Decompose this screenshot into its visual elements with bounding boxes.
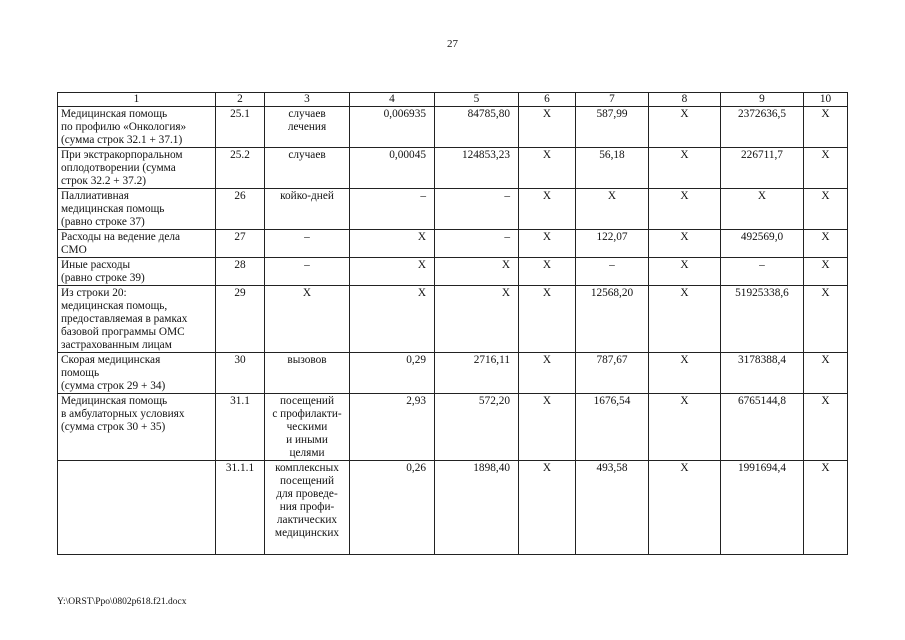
row-name-cell <box>58 148 216 189</box>
per-capita-cell: 1676,54 <box>576 394 649 461</box>
cell-line: с профилакти- <box>272 408 342 420</box>
cost-cell: 84785,80 <box>435 107 519 148</box>
cell-line: целями <box>289 447 325 459</box>
total-cell: 51925338,6 <box>721 286 804 353</box>
cell-line: и иными <box>286 434 328 446</box>
row-name-cell <box>58 107 216 148</box>
row-number-cell: 31.1.1 <box>216 461 265 555</box>
volume-cell: 2,93 <box>350 394 435 461</box>
cell-line: случаев <box>288 149 326 161</box>
unit-cell <box>265 394 350 461</box>
cell-line: Медицинская помощь <box>61 108 168 120</box>
volume-cell: 0,26 <box>350 461 435 555</box>
header-cell: 4 <box>350 93 435 107</box>
cell-line: (равно строке 39) <box>61 272 145 284</box>
col8-cell: Х <box>649 394 721 461</box>
total-cell: 3178388,4 <box>721 353 804 394</box>
cell-line: лечения <box>287 121 327 133</box>
col6-cell: Х <box>519 107 576 148</box>
table-row <box>58 107 848 148</box>
volume-cell: 0,29 <box>350 353 435 394</box>
cell-line: застрахованным лицам <box>61 339 172 351</box>
cell-line: помощь <box>61 367 100 379</box>
per-capita-cell: Х <box>576 189 649 230</box>
cell-line: ческими <box>286 421 328 433</box>
cell-line: строк 32.2 + 37.2) <box>61 175 147 187</box>
row-number-cell: 30 <box>216 353 265 394</box>
col10-cell: Х <box>804 286 848 353</box>
per-capita-cell: 12568,20 <box>576 286 649 353</box>
row-name-cell <box>58 230 216 258</box>
cost-cell: 572,20 <box>435 394 519 461</box>
volume-cell: Х <box>350 258 435 286</box>
cost-cell: Х <box>435 286 519 353</box>
total-cell: 1991694,4 <box>721 461 804 555</box>
cell-line: случаев <box>288 108 326 120</box>
col8-cell: Х <box>649 461 721 555</box>
volume-cell: Х <box>350 286 435 353</box>
cell-line: (сумма строк 32.1 + 37.1) <box>61 134 183 146</box>
row-name-cell <box>58 394 216 461</box>
col6-cell: Х <box>519 353 576 394</box>
row-name-cell <box>58 286 216 353</box>
col10-cell: Х <box>804 230 848 258</box>
cell-line: вызовов <box>287 354 327 366</box>
per-capita-cell: – <box>576 258 649 286</box>
table-row <box>58 189 848 230</box>
unit-cell <box>265 258 350 286</box>
row-name-cell <box>58 258 216 286</box>
row-name-cell <box>58 353 216 394</box>
cell-line: Медицинская помощь <box>61 395 168 407</box>
cell-line: Паллиативная <box>61 190 129 202</box>
col10-cell: Х <box>804 461 848 555</box>
cell-line: СМО <box>61 244 87 256</box>
col8-cell: Х <box>649 107 721 148</box>
cost-cell: 1898,40 <box>435 461 519 555</box>
cell-line: оплодотворении (сумма <box>61 162 176 174</box>
cell-line: Из строки 20: <box>61 287 127 299</box>
cell-line: посещений <box>280 475 334 487</box>
cell-line: в амбулаторных условиях <box>61 408 185 420</box>
row-number-cell: 26 <box>216 189 265 230</box>
cell-line: предоставляемая в рамках <box>61 313 188 325</box>
cell-line: для проведе- <box>276 488 338 500</box>
header-cell: 5 <box>435 93 519 107</box>
col8-cell: Х <box>649 148 721 189</box>
cell-line: Скорая медицинская <box>61 354 161 366</box>
volume-cell: Х <box>350 230 435 258</box>
table-header-row <box>58 93 848 107</box>
cell-line: комплексных <box>275 462 339 474</box>
total-cell: 2372636,5 <box>721 107 804 148</box>
cost-cell: Х <box>435 258 519 286</box>
financing-table <box>57 92 848 555</box>
cell-line: – <box>304 259 310 271</box>
cost-cell: – <box>435 230 519 258</box>
row-number-cell: 28 <box>216 258 265 286</box>
volume-cell: 0,006935 <box>350 107 435 148</box>
unit-cell <box>265 286 350 353</box>
total-cell: 492569,0 <box>721 230 804 258</box>
col10-cell: Х <box>804 189 848 230</box>
per-capita-cell: 787,67 <box>576 353 649 394</box>
row-number-cell: 25.1 <box>216 107 265 148</box>
cost-cell: – <box>435 189 519 230</box>
table-row <box>58 148 848 189</box>
col8-cell: Х <box>649 353 721 394</box>
unit-cell <box>265 353 350 394</box>
table-row <box>58 258 848 286</box>
per-capita-cell: 56,18 <box>576 148 649 189</box>
row-number-cell: 31.1 <box>216 394 265 461</box>
cell-line: (равно строке 37) <box>61 216 145 228</box>
cell-line: медицинских <box>274 527 340 539</box>
col10-cell: Х <box>804 107 848 148</box>
file-path-footer: Y:\ORST\Ppo\0802p618.f21.docx <box>57 597 187 607</box>
table-row <box>58 286 848 353</box>
page-number: 27 <box>447 38 458 50</box>
header-cell: 8 <box>649 93 721 107</box>
per-capita-cell: 587,99 <box>576 107 649 148</box>
row-name-cell <box>58 461 216 555</box>
col8-cell: Х <box>649 258 721 286</box>
col6-cell: Х <box>519 461 576 555</box>
cell-line: (сумма строк 29 + 34) <box>61 380 166 392</box>
col10-cell: Х <box>804 394 848 461</box>
col8-cell: Х <box>649 286 721 353</box>
unit-cell <box>265 107 350 148</box>
table-row <box>58 394 848 461</box>
cell-line: ния профи- <box>279 501 335 513</box>
header-cell: 6 <box>519 93 576 107</box>
cell-line: – <box>304 231 310 243</box>
col10-cell: Х <box>804 258 848 286</box>
unit-cell <box>265 189 350 230</box>
row-number-cell: 27 <box>216 230 265 258</box>
col6-cell: Х <box>519 230 576 258</box>
row-number-cell: 25.2 <box>216 148 265 189</box>
header-cell: 9 <box>721 93 804 107</box>
table-row <box>58 461 848 555</box>
per-capita-cell: 493,58 <box>576 461 649 555</box>
cell-line: медицинская помощь, <box>61 300 168 312</box>
total-cell: 226711,7 <box>721 148 804 189</box>
col10-cell: Х <box>804 148 848 189</box>
cell-line: При экстракорпоральном <box>61 149 183 161</box>
cell-line: лактических <box>276 514 338 526</box>
cell-line: посещений <box>280 395 334 407</box>
header-cell: 2 <box>216 93 265 107</box>
cell-line: Х <box>302 287 312 299</box>
header-cell: 3 <box>265 93 350 107</box>
header-cell: 10 <box>804 93 848 107</box>
header-cell: 1 <box>58 93 216 107</box>
per-capita-cell: 122,07 <box>576 230 649 258</box>
volume-cell: 0,00045 <box>350 148 435 189</box>
cell-line: койко-дней <box>280 190 334 202</box>
col6-cell: Х <box>519 286 576 353</box>
row-name-cell <box>58 189 216 230</box>
cell-line: по профилю «Онкология» <box>61 121 187 133</box>
cell-line: базовой программы ОМС <box>61 326 185 338</box>
cost-cell: 124853,23 <box>435 148 519 189</box>
col6-cell: Х <box>519 189 576 230</box>
col10-cell: Х <box>804 353 848 394</box>
total-cell: – <box>721 258 804 286</box>
cell-line: медицинская помощь <box>61 203 165 215</box>
table-row <box>58 230 848 258</box>
col6-cell: Х <box>519 394 576 461</box>
col6-cell: Х <box>519 258 576 286</box>
col8-cell: Х <box>649 189 721 230</box>
unit-cell <box>265 230 350 258</box>
volume-cell: – <box>350 189 435 230</box>
total-cell: 6765144,8 <box>721 394 804 461</box>
cell-line: Иные расходы <box>61 259 131 271</box>
header-cell: 7 <box>576 93 649 107</box>
col8-cell: Х <box>649 230 721 258</box>
total-cell: Х <box>721 189 804 230</box>
col6-cell: Х <box>519 148 576 189</box>
cell-line: (сумма строк 30 + 35) <box>61 421 166 433</box>
cost-cell: 2716,11 <box>435 353 519 394</box>
unit-cell <box>265 148 350 189</box>
row-number-cell: 29 <box>216 286 265 353</box>
unit-cell <box>265 461 350 555</box>
table-row <box>58 353 848 394</box>
cell-line: Расходы на ведение дела <box>61 231 180 243</box>
